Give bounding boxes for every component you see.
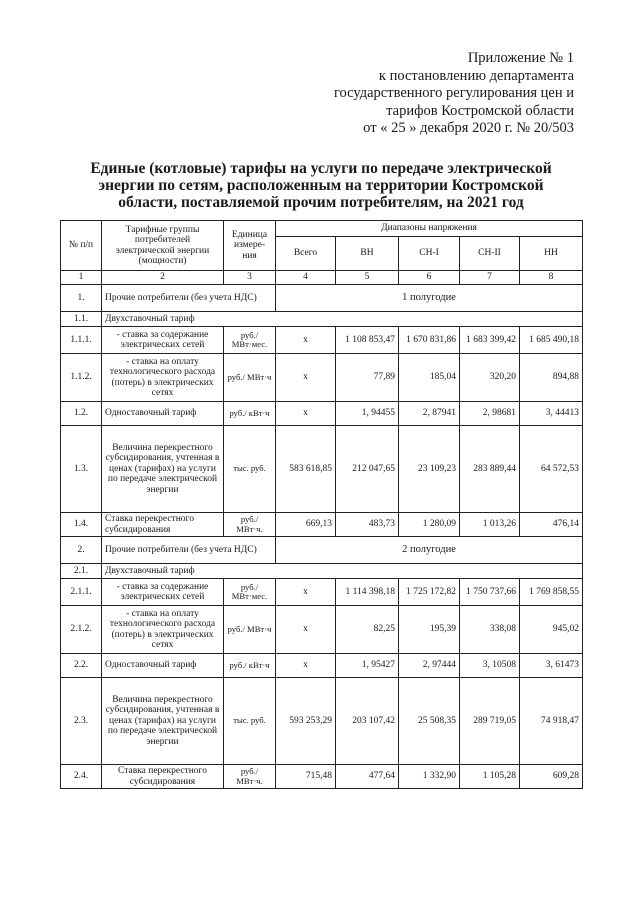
column-number: 1 — [61, 271, 102, 285]
value-vn: 203 107,42 — [336, 678, 399, 765]
row-name: Величина перекрестного субсидирования, учтенная в ценах (тарифах) на услуги по передаче электрической энергии — [102, 426, 224, 513]
row-number: 1.4. — [61, 513, 102, 537]
row-number: 2.3. — [61, 678, 102, 765]
value-total: 593 253,29 — [276, 678, 336, 765]
value-sn2: 2, 98681 — [460, 402, 520, 426]
value-nn: 3, 44413 — [520, 402, 583, 426]
row-name: - ставка за содержание электрических сетей — [102, 579, 224, 606]
table-row — [61, 402, 583, 426]
value-sn2: 283 889,44 — [460, 426, 520, 513]
group-row — [61, 564, 583, 579]
value-sn1: 1 725 172,82 — [399, 579, 460, 606]
table-row — [61, 513, 583, 537]
value-vn: 477,64 — [336, 765, 399, 789]
row-unit: руб./ МВт·ч. — [224, 513, 276, 537]
row-number: 2.4. — [61, 765, 102, 789]
row-number: 1.1. — [61, 312, 102, 327]
document-title — [60, 160, 582, 211]
row-number: 2.1.2. — [61, 606, 102, 654]
value-sn1: 2, 97444 — [399, 654, 460, 678]
value-nn: 1 769 858,55 — [520, 579, 583, 606]
title-line-3: области, поставляемой прочим потребителям, на 2021 год — [118, 194, 524, 211]
section-period: 2 полугодие — [276, 537, 583, 564]
value-vn: 483,73 — [336, 513, 399, 537]
table-row — [61, 426, 583, 513]
row-number: 2.2. — [61, 654, 102, 678]
row-number: 1. — [61, 285, 102, 312]
row-unit: руб./ МВт·ч — [224, 354, 276, 402]
table-row — [61, 678, 583, 765]
value-vn: 1, 94455 — [336, 402, 399, 426]
value-sn1: 2, 87941 — [399, 402, 460, 426]
value-sn2: 1 750 737,66 — [460, 579, 520, 606]
row-unit: тыс. руб. — [224, 426, 276, 513]
value-vn: 1 108 853,47 — [336, 327, 399, 354]
value-total: 669,13 — [276, 513, 336, 537]
value-sn2: 338,08 — [460, 606, 520, 654]
table-row — [61, 579, 583, 606]
section-name: Прочие потребители (без учета НДС) — [102, 537, 276, 564]
column-number: 7 — [460, 271, 520, 285]
value-nn: 945,02 — [520, 606, 583, 654]
group-row — [61, 312, 583, 327]
header-tariff-group: Тарифные группы потребителей электрической энергии (мощности) — [102, 221, 224, 271]
group-name: Двухставочный тариф — [102, 312, 583, 327]
row-name: - ставка на оплату технологического расхода (потерь) в электрических сетях — [102, 606, 224, 654]
title-line-2: энергии по сетям, расположенным на территории Костромской — [98, 177, 544, 194]
value-vn: 212 047,65 — [336, 426, 399, 513]
row-unit: руб./ МВт·мес. — [224, 579, 276, 606]
value-vn: 82,25 — [336, 606, 399, 654]
header-vn: ВН — [336, 237, 399, 271]
header-total: Всего — [276, 237, 336, 271]
value-total: 583 618,85 — [276, 426, 336, 513]
section-row — [61, 537, 583, 564]
row-number: 2.1.1. — [61, 579, 102, 606]
table-row — [61, 606, 583, 654]
row-unit: руб./ МВт·ч. — [224, 765, 276, 789]
tariff-table — [60, 220, 583, 789]
appendix-line-5: от « 25 » декабря 2020 г. № 20/503 — [363, 120, 574, 137]
column-number: 4 — [276, 271, 336, 285]
column-number: 5 — [336, 271, 399, 285]
value-total: x — [276, 579, 336, 606]
header-sn2: СН-II — [460, 237, 520, 271]
value-sn1: 23 109,23 — [399, 426, 460, 513]
value-sn1: 185,04 — [399, 354, 460, 402]
column-number: 3 — [224, 271, 276, 285]
value-sn2: 1 105,28 — [460, 765, 520, 789]
value-sn2: 1 013,26 — [460, 513, 520, 537]
header-nn: НН — [520, 237, 583, 271]
value-total: x — [276, 606, 336, 654]
value-total: x — [276, 327, 336, 354]
appendix-line-3: государственного регулирования цен и — [333, 85, 574, 102]
header-voltage-ranges: Диапазоны напряжения — [276, 221, 583, 237]
row-number: 2. — [61, 537, 102, 564]
value-sn1: 25 508,35 — [399, 678, 460, 765]
value-nn: 74 918,47 — [520, 678, 583, 765]
value-sn1: 1 332,90 — [399, 765, 460, 789]
value-nn: 3, 61473 — [520, 654, 583, 678]
value-sn1: 1 670 831,86 — [399, 327, 460, 354]
row-unit: руб./ кВт·ч — [224, 654, 276, 678]
row-number: 1.1.1. — [61, 327, 102, 354]
row-name: - ставка за содержание электрических сетей — [102, 327, 224, 354]
value-vn: 1, 95427 — [336, 654, 399, 678]
value-sn2: 1 683 399,42 — [460, 327, 520, 354]
value-vn: 77,89 — [336, 354, 399, 402]
value-nn: 1 685 490,18 — [520, 327, 583, 354]
column-number: 6 — [399, 271, 460, 285]
column-number: 8 — [520, 271, 583, 285]
row-unit: руб./ МВт·мес. — [224, 327, 276, 354]
row-unit: руб./ МВт·ч — [224, 606, 276, 654]
row-number: 2.1. — [61, 564, 102, 579]
value-sn2: 289 719,05 — [460, 678, 520, 765]
section-period: 1 полугодие — [276, 285, 583, 312]
value-nn: 476,14 — [520, 513, 583, 537]
section-name: Прочие потребители (без учета НДС) — [102, 285, 276, 312]
value-total: x — [276, 402, 336, 426]
appendix-line-2: к постановлению департамента — [378, 67, 574, 84]
value-vn: 1 114 398,18 — [336, 579, 399, 606]
value-total: x — [276, 654, 336, 678]
column-number-row — [61, 271, 583, 285]
row-unit: тыс. руб. — [224, 678, 276, 765]
header-no: № п/п — [61, 221, 102, 271]
row-number: 1.3. — [61, 426, 102, 513]
value-total: 715,48 — [276, 765, 336, 789]
row-name: Величина перекрестного субсидирования, учтенная в ценах (тарифах) на услуги по передаче электрической энергии — [102, 678, 224, 765]
value-sn2: 320,20 — [460, 354, 520, 402]
row-name: Одноставочный тариф — [102, 654, 224, 678]
header-unit: Единица измере-ния — [224, 221, 276, 271]
row-name: Ставка перекрестного субсидирования — [102, 513, 224, 537]
value-nn: 64 572,53 — [520, 426, 583, 513]
row-unit: руб./ кВт·ч — [224, 402, 276, 426]
row-number: 1.1.2. — [61, 354, 102, 402]
group-name: Двухставочный тариф — [102, 564, 583, 579]
value-nn: 609,28 — [520, 765, 583, 789]
row-name: Одноставочный тариф — [102, 402, 224, 426]
appendix-line-1: Приложение № 1 — [467, 50, 574, 66]
table-row — [61, 765, 583, 789]
row-name: - ставка на оплату технологического расхода (потерь) в электрических сетях — [102, 354, 224, 402]
row-name: Ставка перекрестного субсидирования — [102, 765, 224, 789]
appendix-header — [334, 50, 574, 138]
row-number: 1.2. — [61, 402, 102, 426]
section-row — [61, 285, 583, 312]
value-sn1: 195,39 — [399, 606, 460, 654]
header-sn1: СН-I — [399, 237, 460, 271]
value-sn2: 3, 10508 — [460, 654, 520, 678]
value-sn1: 1 280,09 — [399, 513, 460, 537]
column-number: 2 — [102, 271, 224, 285]
value-nn: 894,88 — [520, 354, 583, 402]
value-total: x — [276, 354, 336, 402]
table-row — [61, 327, 583, 354]
table-row — [61, 654, 583, 678]
appendix-line-4: тарифов Костромской области — [386, 102, 574, 119]
title-line-1: Единые (котловые) тарифы на услуги по передаче электрической — [90, 160, 552, 177]
table-row — [61, 354, 583, 402]
